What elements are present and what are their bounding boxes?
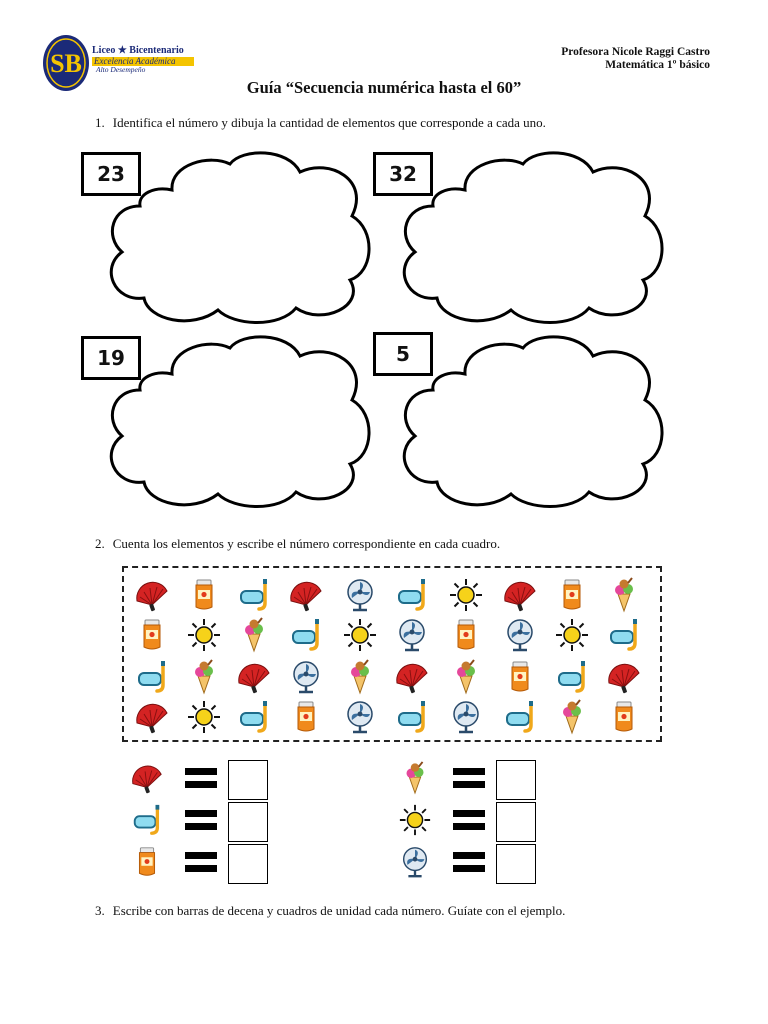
snorkel-icon — [236, 699, 272, 735]
school-name: Liceo ★ Bicentenario — [92, 45, 184, 56]
question-1 — [95, 115, 546, 131]
teacher-name: Profesora Nicole Raggi Castro — [561, 46, 710, 58]
answer-box[interactable] — [496, 760, 536, 800]
equals-sign — [453, 810, 485, 832]
svg-text:SB: SB — [50, 49, 82, 78]
drawing-cloud[interactable] — [100, 334, 376, 508]
number-box: 5 — [373, 332, 433, 376]
fan-hand-icon — [134, 577, 170, 613]
question-number: 3. — [95, 903, 105, 918]
fan-electric-icon — [342, 577, 378, 613]
question-text: Escribe con barras de decena y cuadros de unidad cada número. Guíate con el ejemplo. — [112, 903, 566, 918]
fan-hand-icon — [606, 659, 642, 695]
snorkel-icon — [130, 802, 164, 838]
fan-electric-icon — [448, 699, 484, 735]
sun-icon — [186, 699, 222, 735]
answer-box[interactable] — [228, 802, 268, 842]
answer-box[interactable] — [228, 760, 268, 800]
number-box: 32 — [373, 152, 433, 196]
icecream-icon — [342, 659, 378, 695]
sunscreen-icon — [502, 659, 538, 695]
question-2 — [95, 536, 500, 552]
question-text: Identifica el número y dibuja la cantidad de elementos que corresponde a cada uno. — [112, 115, 546, 130]
snorkel-icon — [134, 659, 170, 695]
sun-icon — [342, 617, 378, 653]
fan-electric-icon — [288, 659, 324, 695]
sunscreen-icon — [606, 699, 642, 735]
sun-icon — [448, 577, 484, 613]
answer-box[interactable] — [496, 802, 536, 842]
fan-electric-icon — [398, 844, 432, 880]
equals-sign — [185, 810, 217, 832]
icecream-icon — [186, 659, 222, 695]
icecream-icon — [606, 577, 642, 613]
snorkel-icon — [236, 577, 272, 613]
number-box: 19 — [81, 336, 141, 380]
snorkel-icon — [502, 699, 538, 735]
fan-electric-icon — [342, 699, 378, 735]
answer-box[interactable] — [228, 844, 268, 884]
sunscreen-icon — [186, 577, 222, 613]
icecream-icon — [448, 659, 484, 695]
answer-box[interactable] — [496, 844, 536, 884]
school-subtitle: Alto Desempeño — [96, 65, 146, 74]
drawing-cloud[interactable] — [100, 150, 376, 324]
sunscreen-icon — [554, 577, 590, 613]
snorkel-icon — [606, 617, 642, 653]
school-label — [92, 46, 194, 74]
question-number: 1. — [95, 115, 105, 130]
subject-label: Matemática 1º básico — [605, 59, 710, 71]
icecream-icon — [398, 760, 432, 796]
fan-electric-icon — [502, 617, 538, 653]
sunscreen-icon — [448, 617, 484, 653]
question-3 — [95, 903, 565, 919]
teacher-info — [561, 46, 710, 72]
sunscreen-icon — [288, 699, 324, 735]
drawing-cloud[interactable] — [393, 150, 669, 324]
fan-electric-icon — [394, 617, 430, 653]
sunscreen-icon — [134, 617, 170, 653]
number-box: 23 — [81, 152, 141, 196]
school-motto: Excelencia Académica — [92, 57, 194, 66]
snorkel-icon — [288, 617, 324, 653]
equals-sign — [185, 768, 217, 790]
page-title: Guía “Secuencia numérica hasta el 60” — [246, 78, 522, 97]
equals-sign — [453, 852, 485, 874]
snorkel-icon — [394, 699, 430, 735]
counting-grid — [122, 566, 662, 742]
fan-hand-icon — [394, 659, 430, 695]
equals-sign — [185, 852, 217, 874]
snorkel-icon — [554, 659, 590, 695]
drawing-cloud[interactable] — [393, 334, 669, 508]
sun-icon — [398, 802, 432, 838]
sun-icon — [186, 617, 222, 653]
equals-sign — [453, 768, 485, 790]
fan-hand-icon — [130, 760, 164, 796]
fan-hand-icon — [288, 577, 324, 613]
question-text: Cuenta los elementos y escribe el número correspondiente en cada cuadro. — [112, 536, 501, 551]
icecream-icon — [236, 617, 272, 653]
fan-hand-icon — [236, 659, 272, 695]
sun-icon — [554, 617, 590, 653]
fan-hand-icon — [134, 699, 170, 735]
sunscreen-icon — [130, 844, 164, 880]
fan-hand-icon — [502, 577, 538, 613]
question-number: 2. — [95, 536, 105, 551]
icecream-icon — [554, 699, 590, 735]
snorkel-icon — [394, 577, 430, 613]
